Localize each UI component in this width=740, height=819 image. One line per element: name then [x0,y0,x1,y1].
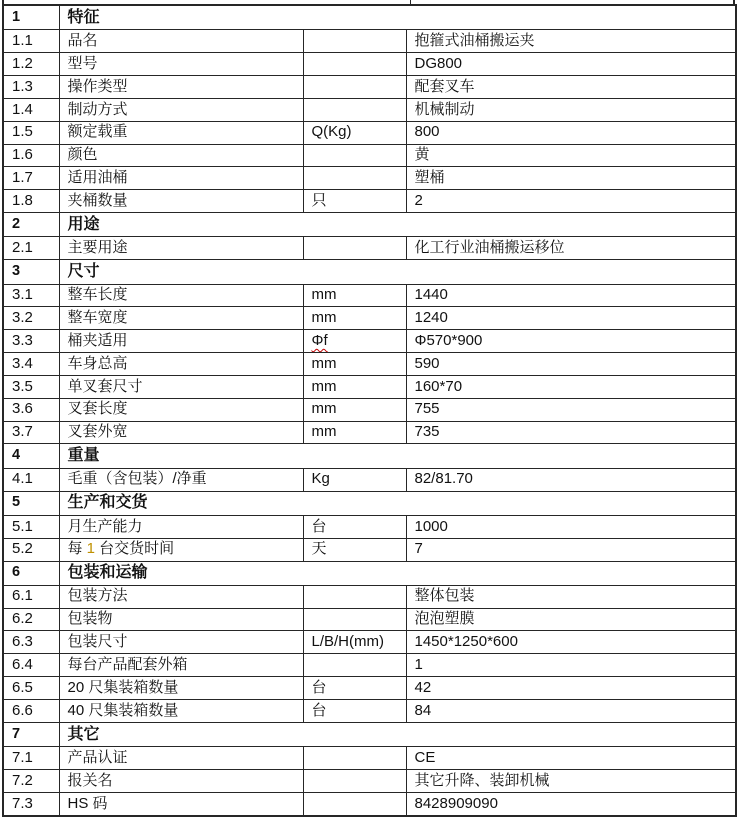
section-header-row [3,444,736,468]
row-number-cell: 7.3 [3,792,59,816]
spec-row [3,631,736,654]
row-label-cell: 夹桶数量 [59,190,303,213]
spec-table-body [3,5,736,816]
row-label-cell: 操作类型 [59,76,303,99]
row-label-cell: 40 尺集装箱数量 [59,700,303,723]
row-unit-cell [303,76,406,99]
unit-text: mm [311,286,337,304]
row-value-cell: 1240 [406,307,736,330]
spec-row [3,190,736,213]
row-label-cell: 毛重（含包装）/净重 [59,468,303,491]
row-label-cell: 额定载重 [59,121,303,144]
spec-row [3,654,736,677]
section-title-cell: 重量 [59,444,736,468]
spec-row [3,515,736,538]
row-number-cell: 6.6 [3,700,59,723]
unit-text: 天 [311,540,327,558]
row-unit-cell [303,585,406,608]
row-value-cell: 1 [406,654,736,677]
unit-text: mm [311,309,337,327]
unit-text: L/B/H(mm) [311,633,384,651]
row-unit-cell [303,398,406,421]
row-unit-cell [303,190,406,213]
row-label-cell: 每 1 台交货时间 [59,538,303,561]
spec-row [3,167,736,190]
row-label-cell: 型号 [59,53,303,76]
spec-row [3,585,736,608]
spec-row [3,792,736,816]
row-number-cell: 1.3 [3,76,59,99]
row-value-cell: 42 [406,677,736,700]
row-value-cell: 机械制动 [406,98,736,121]
row-label-cell: 包装物 [59,608,303,631]
spec-row [3,608,736,631]
section-title-cell: 包装和运输 [59,561,736,585]
row-number-cell: 2.1 [3,237,59,260]
row-label-cell: 产品认证 [59,747,303,770]
spec-row [3,330,736,353]
spec-row [3,76,736,99]
row-number-cell: 3.7 [3,421,59,444]
row-unit-cell [303,307,406,330]
spec-row [3,421,736,444]
spec-table [2,4,737,817]
row-number-cell: 6.2 [3,608,59,631]
spec-row [3,121,736,144]
row-unit-cell [303,421,406,444]
row-number-cell: 3.1 [3,284,59,307]
section-title-cell: 特征 [59,5,736,30]
row-label-cell: 主要用途 [59,237,303,260]
row-value-cell: 82/81.70 [406,468,736,491]
row-value-cell: 1000 [406,515,736,538]
section-title-cell: 其它 [59,722,736,746]
row-number-cell: 1.8 [3,190,59,213]
unit-text: 台 [311,701,327,719]
row-value-cell: 抱箍式油桶搬运夹 [406,30,736,53]
section-number-cell: 7 [3,722,59,746]
row-label-cell: HS 码 [59,792,303,816]
row-number-cell: 7.1 [3,747,59,770]
spec-row [3,307,736,330]
spec-row [3,375,736,398]
row-unit-cell [303,53,406,76]
unit-text: 只 [311,192,327,209]
row-number-cell: 3.6 [3,398,59,421]
row-value-cell: 84 [406,700,736,723]
row-unit-cell [303,98,406,121]
row-value-cell: 590 [406,353,736,376]
section-number-cell: 6 [3,561,59,585]
section-number-cell: 4 [3,444,59,468]
row-label-cell: 适用油桶 [59,167,303,190]
row-unit-cell [303,747,406,770]
spec-row [3,747,736,770]
row-label-cell: 叉套外宽 [59,421,303,444]
row-label-cell: 每台产品配套外箱 [59,654,303,677]
row-unit-cell [303,353,406,376]
section-title-cell: 生产和交货 [59,491,736,515]
section-number-cell: 5 [3,491,59,515]
row-number-cell: 1.5 [3,121,59,144]
unit-text: mm [311,423,337,441]
row-unit-cell [303,330,406,353]
row-number-cell: 5.2 [3,538,59,561]
row-value-cell: 160*70 [406,375,736,398]
row-value-cell: 8428909090 [406,792,736,816]
row-label-cell: 报关名 [59,769,303,792]
row-number-cell: 1.2 [3,53,59,76]
row-label-cell: 包装尺寸 [59,631,303,654]
row-value-cell: 2 [406,190,736,213]
row-value-cell: DG800 [406,53,736,76]
row-unit-cell [303,608,406,631]
row-number-cell: 1.4 [3,98,59,121]
spec-row [3,53,736,76]
row-unit-cell [303,144,406,167]
spec-row [3,237,736,260]
row-label-cell: 月生产能力 [59,515,303,538]
section-number-cell: 2 [3,213,59,237]
row-value-cell: CE [406,747,736,770]
unit-text: mm [311,400,337,418]
unit-text: mm [311,377,337,395]
row-number-cell: 5.1 [3,515,59,538]
row-value-cell: 黄 [406,144,736,167]
row-value-cell: 1450*1250*600 [406,631,736,654]
row-unit-cell [303,677,406,700]
section-number-cell: 1 [3,5,59,30]
row-number-cell: 3.2 [3,307,59,330]
row-unit-cell [303,237,406,260]
row-label-cell: 整车宽度 [59,307,303,330]
row-number-cell: 3.3 [3,330,59,353]
spec-row [3,538,736,561]
row-value-cell: 配套叉车 [406,76,736,99]
row-number-cell: 3.4 [3,353,59,376]
spec-row [3,284,736,307]
section-header-row [3,561,736,585]
unit-text: mm [311,354,337,372]
row-value-cell: Φ570*900 [406,330,736,353]
spec-row [3,700,736,723]
row-number-cell: 6.4 [3,654,59,677]
row-unit-cell [303,468,406,491]
row-unit-cell [303,515,406,538]
row-number-cell: 1.7 [3,167,59,190]
row-label-cell: 颜色 [59,144,303,167]
unit-text-spellchecked: Φf [311,331,328,349]
row-value-cell: 塑桶 [406,167,736,190]
row-number-cell: 6.5 [3,677,59,700]
row-unit-cell [303,700,406,723]
row-unit-cell [303,121,406,144]
section-header-row [3,5,736,30]
row-value-cell: 化工行业油桶搬运移位 [406,237,736,260]
row-value-cell: 755 [406,398,736,421]
row-number-cell: 3.5 [3,375,59,398]
spec-row [3,677,736,700]
row-label-cell: 桶夹适用 [59,330,303,353]
row-label-cell: 包装方法 [59,585,303,608]
unit-text: Q(Kg) [311,123,352,141]
section-title-cell: 尺寸 [59,260,736,284]
row-unit-cell [303,30,406,53]
row-number-cell: 6.3 [3,631,59,654]
row-value-cell: 其它升降、装卸机械 [406,769,736,792]
spec-row [3,98,736,121]
row-value-cell: 735 [406,421,736,444]
section-header-row [3,260,736,284]
row-unit-cell [303,654,406,677]
section-number-cell: 3 [3,260,59,284]
row-label-cell: 制动方式 [59,98,303,121]
row-value-cell: 整体包装 [406,585,736,608]
section-title-cell: 用途 [59,213,736,237]
spec-row [3,30,736,53]
row-number-cell: 1.1 [3,30,59,53]
row-unit-cell [303,538,406,561]
spec-row [3,353,736,376]
row-unit-cell [303,792,406,816]
row-value-cell: 1440 [406,284,736,307]
row-number-cell: 1.6 [3,144,59,167]
section-header-row [3,213,736,237]
unit-text: 台 [311,517,327,535]
row-unit-cell [303,631,406,654]
row-unit-cell [303,769,406,792]
row-value-cell: 7 [406,538,736,561]
row-label-cell: 单叉套尺寸 [59,375,303,398]
spec-row [3,144,736,167]
spec-row [3,468,736,491]
spec-row [3,398,736,421]
row-value-cell: 泡泡塑膜 [406,608,736,631]
row-label-cell: 车身总高 [59,353,303,376]
row-number-cell: 7.2 [3,769,59,792]
row-label-cell: 整车长度 [59,284,303,307]
row-value-cell: 800 [406,121,736,144]
row-number-cell: 6.1 [3,585,59,608]
section-header-row [3,491,736,515]
row-unit-cell [303,284,406,307]
spec-row [3,769,736,792]
unit-text: Kg [311,470,330,488]
row-unit-cell [303,167,406,190]
unit-text: 台 [311,678,327,696]
row-label-cell: 叉套长度 [59,398,303,421]
gold-number: 1 [86,540,96,558]
row-number-cell: 4.1 [3,468,59,491]
section-header-row [3,722,736,746]
row-label-cell: 品名 [59,30,303,53]
row-label-cell: 20 尺集装箱数量 [59,677,303,700]
row-unit-cell [303,375,406,398]
